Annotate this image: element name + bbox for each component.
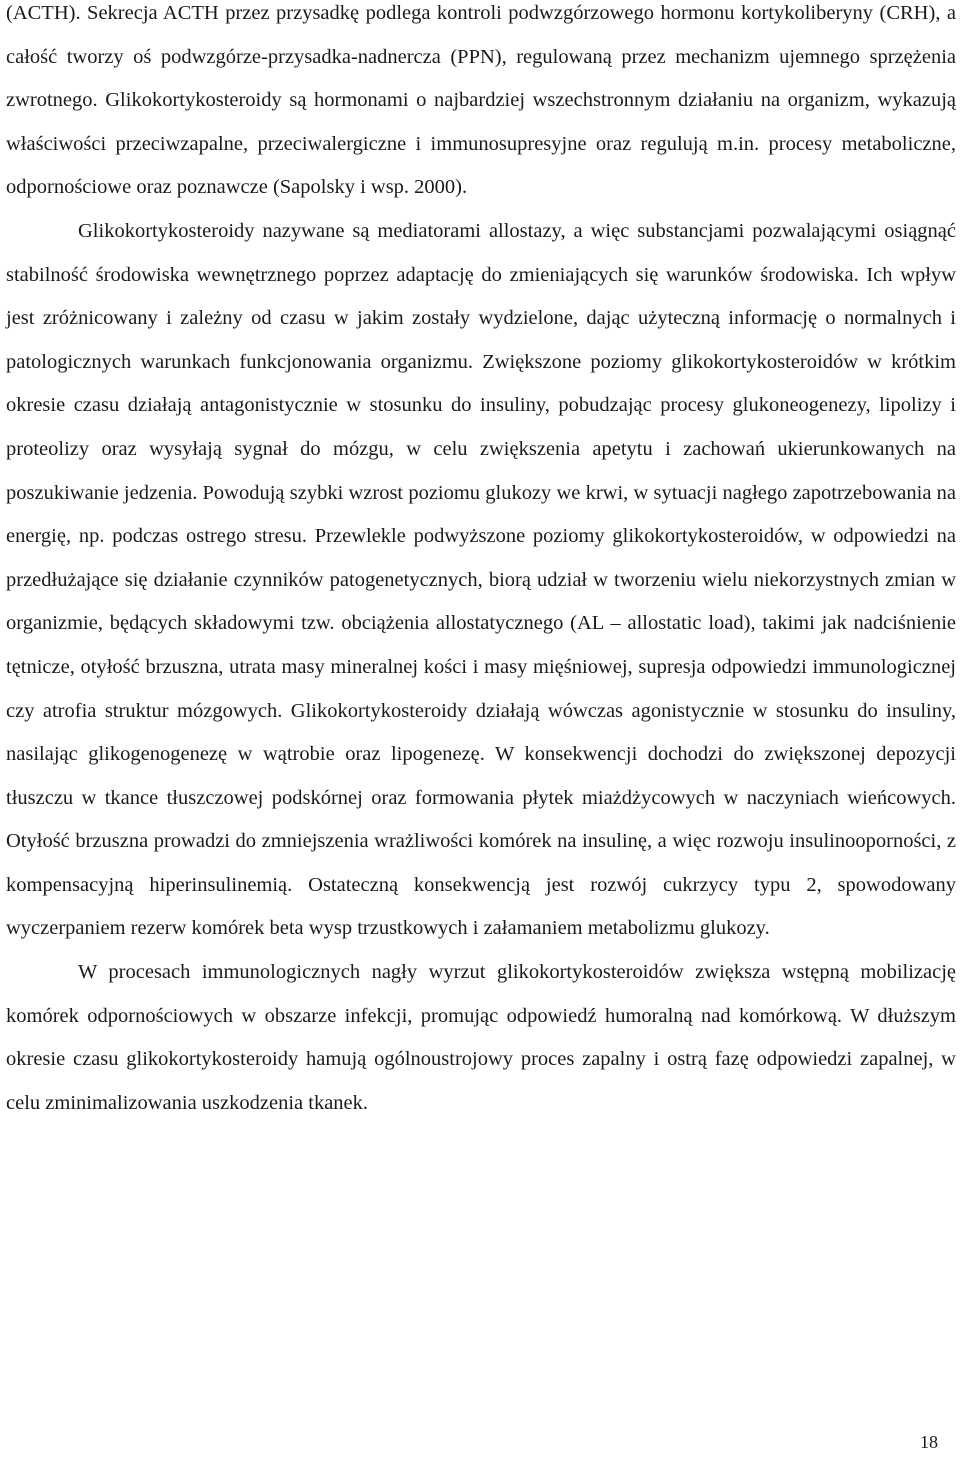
paragraph-allostasis: Glikokortykosteroidy nazywane są mediatorami allostazy, a więc substancjami pozwalającymi osiągnąć stabilność środowiska wewnętrznego poprzez adaptację do zmieniających się warunków środowiska. Ich wpływ jest zróżnicowany i zależny od czasu w jakim zostały wydzielone, dając użyteczną informację o normalnych i patologicznych warunkach funkcjonowania organizmu. Zwiększone poziomy glikokortykosteroidów w krótkim okresie czasu działają antagonistycznie w stosunku do insuliny, pobudzając procesy glukoneogenezy, lipolizy i proteolizy oraz wysyłają sygnał do mózgu, w celu zwiększenia apetytu i zachowań ukierunkowanych na poszukiwanie jedzenia. Powodują szybki wzrost poziomu glukozy we krwi, w sytuacji nagłego zapotrzebowania na energię, np. podczas ostrego stresu. Przewlekle podwyższone poziomy glikokortykosteroidów, w odpowiedzi na przedłużające się działanie czynników patogenetycznych, biorą udział w tworzeniu wielu niekorzystnych zmian w organizmie, będących składowymi tzw. obciążenia allostatycznego (AL – allostatic load), takimi jak nadciśnienie tętnicze, otyłość brzuszna, utrata masy mineralnej kości i masy mięśniowej, supresja odpowiedzi immunologicznej czy atrofia struktur mózgowych. Glikokortykosteroidy działają wówczas agonistycznie w stosunku do insuliny, nasilając glikogenogenezę w wątrobie oraz lipogenezę. W konsekwencji dochodzi do zwiększonej depozycji tłuszczu w tkance tłuszczowej podskórnej oraz formowania płytek miażdżycowych w naczyniach wieńcowych. Otyłość brzuszna prowadzi do zmniejszenia wrażliwości komórek na insulinę, a więc rozwoju insulinooporności, z kompensacyjną hiperinsulinemią. Ostateczną konsekwencją jest rozwój cukrzycy typu 2, spowodowany wyczerpaniem rezerw komórek beta wysp trzustkowych i załamaniem metabolizmu glukozy. xyxy=(6,219,956,940)
paragraph-acth-regulation: (ACTH). Sekrecja ACTH przez przysadkę podlega kontroli podwzgórzowego hormonu kortykoliberyny (CRH), a całość tworzy oś podwzgórze-przysadka-nadnercza (PPN), regulowaną przez mechanizm ujemnego sprzężenia zwrotnego. Glikokortykosteroidy są hormonami o najbardziej wszechstronnym działaniu na organizm, wykazują właściwości przeciwzapalne, przeciwalergiczne i immunosupresyjne oraz regulują m.in. procesy metaboliczne, odpornościowe oraz poznawcze (Sapolsky i wsp. 2000). xyxy=(6,2,956,199)
document-page xyxy=(6,0,956,1125)
page-number: 18 xyxy=(920,1432,938,1452)
paragraph-immunology: W procesach immunologicznych nagły wyrzut glikokortykosteroidów zwiększa wstępną mobilizację komórek odpornościowych w obszarze infekcji, promując odpowiedź humoralną nad komórkową. W dłuższym okresie czasu glikokortykosteroidy hamują ogólnoustrojowy proces zapalny i ostrą fazę odpowiedzi zapalnej, w celu zminimalizowania uszkodzenia tkanek. xyxy=(6,961,956,1114)
